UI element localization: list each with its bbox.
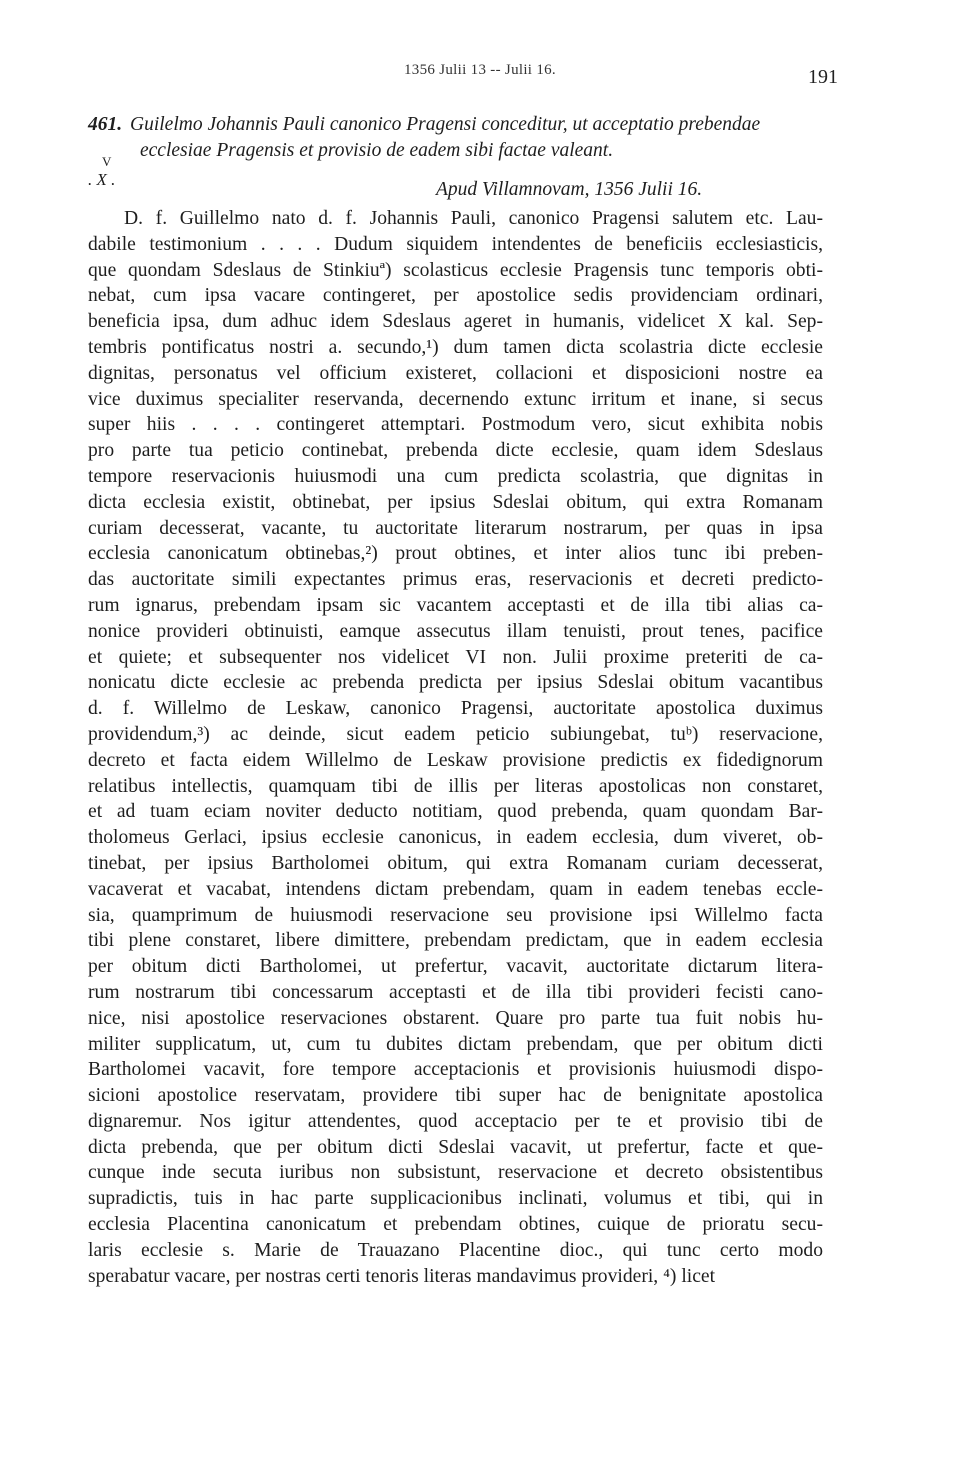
marginal-mark bbox=[88, 153, 115, 189]
body-line: beneficia ipsa, dum adhuc idem Sdeslaus ageret in humanis, videlicet X kal. Sep- bbox=[88, 311, 823, 333]
body-line: decreto et facta eidem Willelmo de Leskaw provisione predictis ex fidedignorum bbox=[88, 749, 823, 771]
body-line: tembris pontificatus nostri a. secundo,¹) dum tamen dicta scolastria dicte ecclesie bbox=[88, 336, 823, 358]
body-line: dignaremur. Nos igitur attendentes, quod acceptacio per te et provisio tibi de bbox=[88, 1110, 823, 1132]
body-line: ecclesia canonicatum obtinebas,²) prout obtines, et inter alios tunc ibi preben- bbox=[88, 543, 823, 565]
body-line: nebat, cum ipsa vacare contingeret, per apostolice sedis providenciam ordinari, bbox=[88, 285, 823, 307]
body-line: super hiis . . . . contingeret attemptari. Postmodum vero, sicut exhibita nobis bbox=[88, 414, 823, 436]
body-line: sperabatur vacare, per nostras certi tenoris literas mandavimus provideri, ⁴) licet bbox=[88, 1265, 716, 1287]
entry-number: 461. bbox=[88, 114, 123, 135]
body-line: dicta prebenda, que per obitum dicti Sdeslai vacavit, ut prefertur, facte et que- bbox=[88, 1136, 823, 1158]
place-date: Apud Villamnovam, 1356 Julii 16. bbox=[436, 179, 703, 200]
body-line: relatibus intellectis, quamquam tibi de illis per literas apostolicas non constaret, bbox=[88, 775, 823, 797]
body-line: Bartholomei vacavit, fore tempore acceptacionis et provisionis huiusmodi dispo- bbox=[88, 1059, 823, 1081]
body-line: tholomeus Gerlaci, ipsius ecclesie canonicus, in eadem ecclesia, dum viveret, ob- bbox=[88, 827, 823, 849]
body-line: militer supplicatum, ut, cum tu dubites dictam prebendam, que per obitum dicti bbox=[88, 1033, 823, 1055]
body-line: rum ignarus, prebendam ipsam sic vacantem acceptasti et de illa tibi alias ca- bbox=[88, 594, 823, 616]
body-line: nonice provideri obtinuisti, eamque assecutus illam tenuisti, prout tenes, pacifice bbox=[88, 620, 823, 642]
body-line: supradictis, tuis in hac parte supplicacionibus inclinati, volumus et tibi, qui in bbox=[88, 1188, 823, 1210]
body-line: et quiete; et subsequenter nos videlicet VI non. Julii proxime preteriti de ca- bbox=[88, 646, 823, 668]
body-line: sicioni apostolice reservatam, providere tibi super hac de benignitate apostolica bbox=[88, 1085, 823, 1107]
body-line: per obitum dicti Bartholomei, ut prefertur, vacavit, auctoritate dictarum litera- bbox=[88, 956, 823, 978]
body-line: vacaverat et vacabat, intendens dictam prebendam, quam in eadem tenebas eccle- bbox=[88, 878, 823, 900]
body-line: laris ecclesie s. Marie de Trauazano Placentine dioc., qui tunc certo modo bbox=[88, 1239, 823, 1261]
body-line: tinebat, per ipsius Bartholomei obitum, qui extra Romanam curiam decesserat, bbox=[88, 852, 823, 874]
body-line: sia, quamprimum de huiusmodi reservacione seu provisione ipsi Willelmo facta bbox=[88, 904, 823, 926]
body-line: dabile testimonium . . . . Dudum siquidem intendentes de beneficiis ecclesiasticis, bbox=[88, 233, 823, 255]
body-line: das auctoritate simili expectantes primus eras, reservacionis et decreti predicto- bbox=[88, 569, 823, 591]
entry-title-line-1: Guilelmo Johannis Pauli canonico Pragensi conceditur, ut acceptatio prebendae bbox=[130, 114, 761, 135]
letter-body bbox=[88, 206, 823, 1289]
marginal-mark-bottom: . X . bbox=[88, 170, 116, 189]
body-line: ecclesia Placentina canonicatum et prebendam obtines, cuique de prioratu secu- bbox=[88, 1214, 823, 1236]
body-line: dignitas, personatus vel officium existeret, collacioni et disposicioni nostre ea bbox=[88, 362, 823, 384]
body-line: et ad tuam eciam noviter deducto notitiam, quod prebenda, quam quondam Bar- bbox=[88, 801, 823, 823]
entry-title-line-2: ecclesiae Pragensis et provisio de eadem sibi factae valeant. bbox=[140, 140, 614, 161]
body-line: cunque inde secuta iuribus non subsistunt, reservacione et decreto obsistentibus bbox=[88, 1162, 823, 1184]
heading-line-1 bbox=[88, 112, 848, 138]
body-line: dicta ecclesia existit, obtinebat, per ipsius Sdeslai obitum, qui extra Romanam bbox=[88, 491, 823, 513]
page-number: 191 bbox=[808, 66, 838, 88]
marginal-mark-top: V bbox=[102, 154, 112, 169]
body-line: D. f. Guillelmo nato d. f. Johannis Pauli, canonico Pragensi salutem etc. Lau- bbox=[124, 208, 823, 229]
body-line: rum nostrarum tibi concessarum acceptasti et de illa tibi provideri fecisti cano- bbox=[88, 981, 823, 1003]
body-line: pro parte tua peticio continebat, prebenda dicte ecclesie, quam idem Sdeslaus bbox=[88, 440, 823, 462]
running-head: 1356 Julii 13 -- Julii 16. bbox=[404, 62, 556, 78]
body-line: que quondam Sdeslaus de Stinkiuª) scolasticus ecclesie Pragensis tunc temporis obti- bbox=[88, 259, 823, 281]
entry-heading bbox=[88, 112, 848, 164]
body-line: d. f. Willelmo de Leskaw, canonico Pragensi, auctoritate apostolica duximus bbox=[88, 698, 823, 720]
body-line: tibi plene constaret, libere dimittere, prebendam predictam, que in eadem ecclesia bbox=[88, 930, 823, 952]
body-line: vice duximus specialiter reservanda, decernendo extunc irritum et inane, si secus bbox=[88, 388, 823, 410]
body-line: providendum,³) ac deinde, sicut eadem peticio subiungebat, tuᵇ) reservacione, bbox=[88, 723, 823, 745]
body-line: curiam decesserat, vacante, tu auctoritate literarum nostrarum, per quas in ipsa bbox=[88, 517, 823, 539]
body-line: tempore reservacionis huiusmodi una cum predicta scolastria, que dignitas in bbox=[88, 465, 823, 487]
body-line: nice, nisi apostolice reservaciones obstarent. Quare pro parte tua fuit nobis hu- bbox=[88, 1007, 823, 1029]
body-line: nonicatu dicte ecclesie ac prebenda predicta per ipsius Sdeslai obitum vacantibus bbox=[88, 672, 823, 694]
